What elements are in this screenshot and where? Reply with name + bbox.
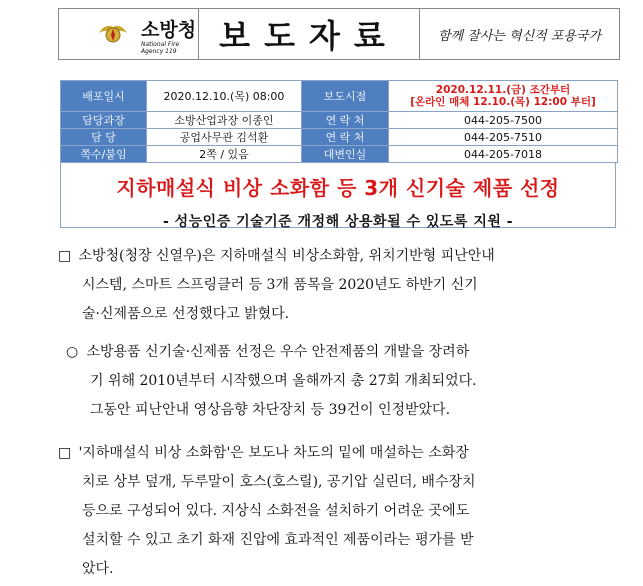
cell-value: 2쪽 / 있음 <box>147 146 302 163</box>
cell-label: 쪽수/붙임 <box>61 146 147 163</box>
fire-agency-emblem-icon <box>97 19 129 47</box>
paragraph-line: 그동안 피난안내 영상음향 차단장치 등 39건이 인정받았다. <box>90 402 451 418</box>
cell-value: 044-205-7510 <box>389 129 618 146</box>
cell-label: 배포일시 <box>61 81 147 112</box>
paragraph <box>66 338 636 425</box>
release-info-table <box>60 80 618 163</box>
cell-label: 담당과장 <box>61 112 147 129</box>
square-bullet-icon: □ <box>58 248 72 264</box>
line-text: 소방청(청장 신열우)은 지하매설식 비상소화함, 위치기반형 피난안내 <box>78 248 495 264</box>
paragraph-line: 치로 상부 덮개, 두루말이 호스(호스릴), 공기압 실린더, 배수장치 <box>82 474 476 490</box>
embargo-print: 2020.12.11.(금) 조간부터 <box>435 84 571 96</box>
press-header <box>58 8 620 60</box>
cell-value: 공업사무관 김석환 <box>147 129 302 146</box>
paragraph-line <box>58 242 628 271</box>
agency-logo-box <box>59 9 199 59</box>
line-text: 소방용품 신기술·신제품 선정은 우수 안전제품의 개발을 장려하 <box>86 344 470 360</box>
paragraph-line <box>58 439 628 468</box>
table-row <box>61 81 618 112</box>
paragraph-line: 등으로 구성되어 있다. 지상식 소화전을 설치하기 어려운 곳에도 <box>82 503 470 519</box>
government-slogan: 함께 잘사는 혁신적 포용국가 <box>437 28 602 44</box>
table-row <box>61 129 618 146</box>
table-row <box>61 146 618 163</box>
org-name: 소방청 <box>141 19 197 41</box>
cell-label: 담 당 <box>61 129 147 146</box>
cell-label: 대변인실 <box>302 146 389 163</box>
subheadline: - 성능인증 기술기준 개정해 상용화될 수 있도록 지원 - <box>162 214 514 230</box>
cell-value: 2020.12.10.(목) 08:00 <box>147 81 302 112</box>
paragraph-line: 았다. <box>82 561 114 577</box>
cell-label: 보도시점 <box>302 81 389 112</box>
paragraph-line <box>66 338 636 367</box>
org-name-en: National Fire Agency 119 <box>141 41 180 55</box>
paragraph <box>58 242 628 329</box>
headline: 지하매설식 비상 소화함 등 3개 신기술 제품 선정 <box>116 176 560 200</box>
cell-value: 044-205-7018 <box>389 146 618 163</box>
headline-box <box>60 162 616 228</box>
paragraph-line: 술·신제품으로 선정했다고 밝혔다. <box>82 306 290 322</box>
cell-value: 소방산업과장 이종인 <box>147 112 302 129</box>
table-row <box>61 112 618 129</box>
circle-bullet-icon: ○ <box>66 344 79 360</box>
paragraph-line: 시스템, 스마트 스프링클러 등 3개 품목을 2020년도 하반기 신기 <box>82 277 478 293</box>
cell-value: 044-205-7500 <box>389 112 618 129</box>
square-bullet-icon: □ <box>58 445 72 461</box>
cell-label: 연 락 처 <box>302 112 389 129</box>
embargo-cell <box>389 81 618 112</box>
doc-type-title: 보도자료 <box>199 9 420 59</box>
paragraph-line: 설치할 수 있고 초기 화재 진압에 효과적인 제품이라는 평가를 받 <box>82 532 474 548</box>
paragraph <box>58 439 628 584</box>
line-text: '지하매설식 비상 소화함'은 보도나 차도의 밑에 매설하는 소화장 <box>78 445 469 461</box>
paragraph-line: 기 위해 2010년부터 시작했으며 올해까지 총 27회 개최되었다. <box>90 373 477 389</box>
cell-label: 연 락 처 <box>302 129 389 146</box>
embargo-online: [온라인 매체 12.10.(목) 12:00 부터] <box>410 96 596 108</box>
